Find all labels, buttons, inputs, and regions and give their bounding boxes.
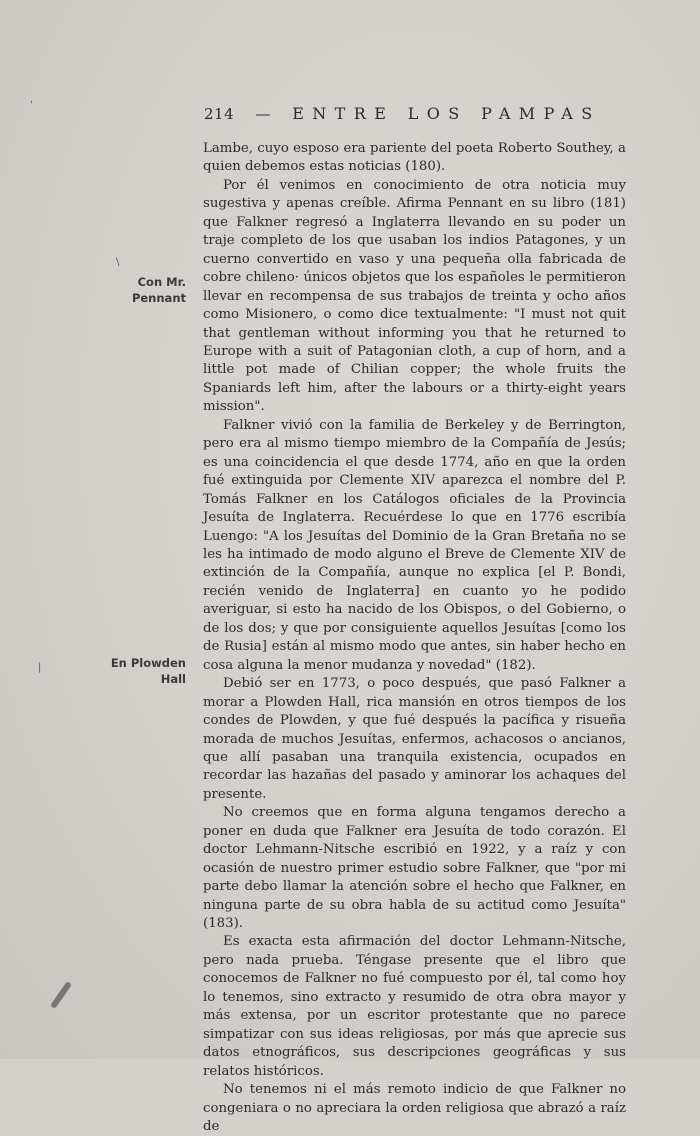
running-header bbox=[204, 104, 644, 123]
header-separator: — bbox=[255, 105, 271, 123]
paragraph: Es exacta esta afirmación del doctor Lehmann-Nitsche, pero nada prueba. Téngase presente que el libro que conocemos de Falkner no fué compuesto por él, tal como hoy lo tenemos, sino extracto y resumido de otra obra mayor y más extensa, por un escritor protestante que no parece simpatizar con sus ideas religiosas, por más que aprecie sus datos etnográficos, sus descripciones geográficas y sus relatos históricos. bbox=[203, 934, 626, 1079]
page-number: 214 bbox=[204, 105, 235, 123]
paragraph: No tenemos ni el más remoto indicio de que Falkner no congeniara o no apreciara la orden religiosa que abrazó a raíz de bbox=[203, 1082, 626, 1135]
body-text bbox=[203, 140, 626, 1136]
speck-mark: | bbox=[38, 662, 42, 673]
paragraph: Falkner vivió con la familia de Berkeley y de Berrington, pero era al mismo tiempo miembro de la Compañía de Jesús; es una coincidencia el que desde 1774, año en que la orden fué extinguida por Clemente XIV aparezca el nombre del P. Tomás Falkner en los Catálogos oficiales de la Provincia Jesuíta de Inglaterra. Recuérdese lo que en 1776 escribía Luengo: "A los Jesuítas del Dominio de la Gran Bretaña no se les ha intimado de modo alguno el Breve de Clemente XIV de extinción de la Compañía, aunque no explica [el P. Bondi, recién venido de Inglaterra] en cuanto yo he podido averiguar, si esto ha nacido de los Obispos, o del Gobierno, o de los dos; y que por consiguiente aquellos Jesuítas [como los de Rusia] están al mismo modo que antes, sin haber hecho en cosa alguna la menor mudanza y novedad" (182). bbox=[203, 417, 626, 673]
paragraph: Por él venimos en conocimiento de otra noticia muy sugestiva y apenas creíble. Afirma Pennant en su libro (181) que Falkner regresó a Inglaterra llevando en su poder un traje completo de los que usaban los indios Patagones, y un cuerno convertido en vaso y una pequeña olla fabricada de cobre chileno· únicos objetos que los españoles le permitieron llevar en recompensa de sus trabajos de treinta y ocho años como Misionero, o como dice textualmente: "I must not quit that gentleman without informing you that he returned to Europe with a suit of Patagonian cloth, a cup of horn, and a little pot made of Chilian copper; the whole fruits the Spaniards left him, after the labours or a thirty-eight years mission". bbox=[203, 177, 626, 415]
margin-note-plowden: En Plowden Hall bbox=[110, 656, 186, 686]
paragraph: No creemos que en forma alguna tengamos derecho a poner en duda que Falkner era Jesuíta de todo corazón. El doctor Lehmann-Nitsche escribió en 1922, y a raíz y con ocasión de nuestro primer estudio sobre Falkner, que "por mi parte debo llamar la atención sobre el hecho que Falkner, en ninguna parte de su obra habla de su actitud como Jesuíta" (183). bbox=[203, 805, 626, 932]
running-title: ENTRE LOS PAMPAS bbox=[292, 104, 601, 123]
speck-mark: ' bbox=[30, 100, 33, 111]
speck-mark: \ bbox=[116, 257, 120, 268]
paragraph: Debió ser en 1773, o poco después, que pasó Falkner a morar a Plowden Hall, rica mansión en otros tiempos de los condes de Plowden, y que fué después la pacífica y risueña morada de muchos Jesuítas, enfermos, achacosos o ancianos, que allí pasaban una tranquila existencia, ocupados en recordar las hazañas del pasado y aminorar los achaques del presente. bbox=[203, 676, 626, 802]
margin-note-pennant: Con Mr. Pennant bbox=[131, 275, 186, 305]
ink-stroke-mark bbox=[50, 981, 72, 1009]
paragraph: Lambe, cuyo esposo era pariente del poeta Roberto Southey, a quien debemos estas noticias (180). bbox=[203, 141, 626, 175]
